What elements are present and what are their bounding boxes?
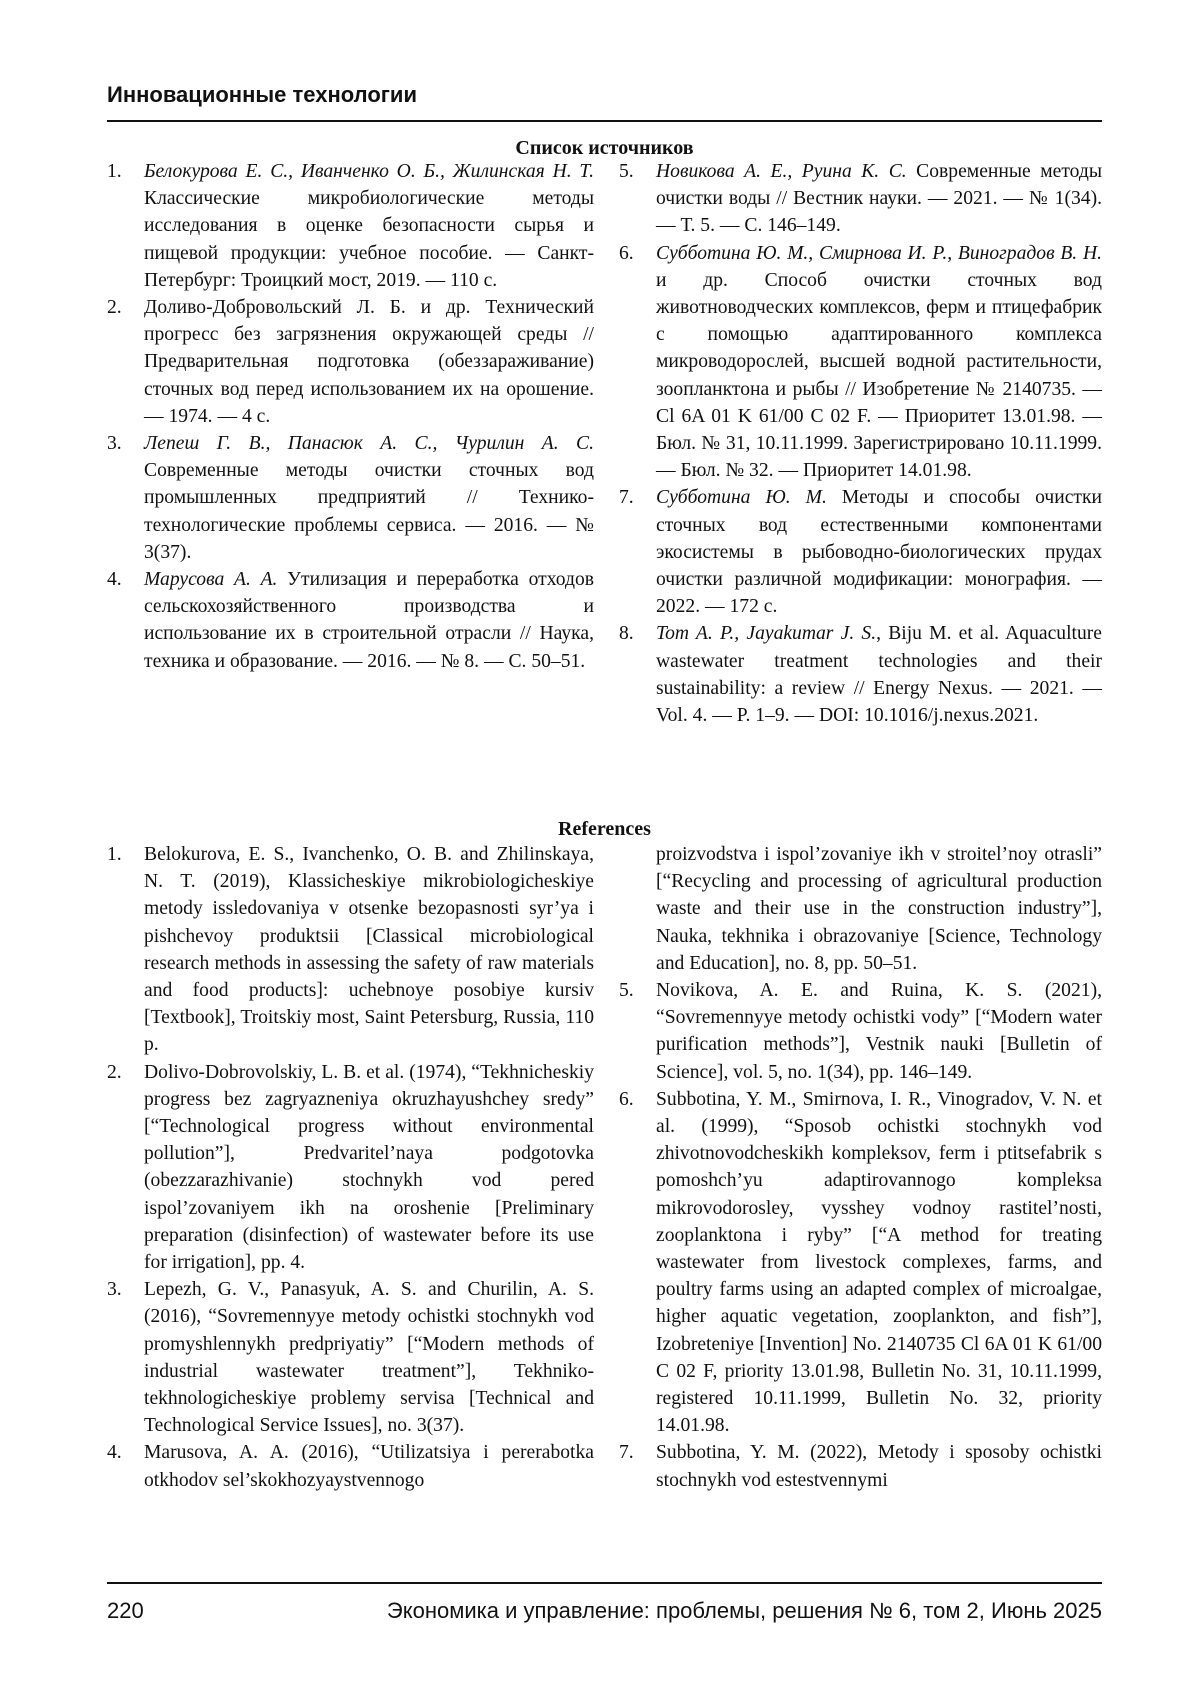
page [107,0,1102,1698]
sources-title: Список источников [515,137,694,159]
references-title: References [558,818,651,840]
reference-item: 3. Lepezh, G. V., Panasyuk, A. S. and Churilin, A. S. (2016), “Sovremennyye metody ochistki stochnykh vod promyshlennykh predpriyatiy” [“Modern methods of industrial wastewater treatment”], Tekhniko-tekhnologicheskiye problemy servisa [Technical and Technological Service Issues], no. 3(37). [107,1279,594,1437]
references-right-column [619,841,1102,1494]
reference-item-continued: proizvodstva i ispol’zovaniye ikh v stroitel’noy otrasli” [“Recycling and processing of agricultural production waste and their use in the construction industry”], Nauka, tekhnika i obrazovaniye [Science, Technology and Education], no. 8, pp. 50–51. [656,844,1102,974]
source-item: 6. Субботина Ю. М., Смирнова И. Р., Виноградов В. Н. и др. Способ очистки сточных вод животноводческих комплексов, ферм и птицефабрик с помощью адаптированного комплекса микроводорослей, высшей водной растительности, зоопланктона и рыбы // Изобретение № 2140735. — Cl 6A 01 K 61/00 C 02 F. — Приоритет 13.01.98. — Бюл. № 31, 10.11.1999. Зарегистрировано 10.11.1999. — Бюл. № 32. — Приоритет 14.01.98. [619,242,1102,482]
source-item: 1. Белокурова Е. С., Иванченко О. Б., Жилинская Н. Т. Классические микробиологические методы исследования в оценке безопасности сырья и пищевой продукции: учебное пособие. — Санкт-Петербург: Троицкий мост, 2019. — 110 с. [107,161,594,291]
header-divider [107,120,1102,122]
page-number: 220 [107,1598,144,1623]
footer-divider [107,1582,1102,1584]
source-item: 7. Субботина Ю. М. Методы и способы очистки сточных вод естественными компонентами экосистемы в рыбоводно-биологических прудах очистки различной модификации: монография. — 2022. — 172 с. [619,487,1102,618]
source-item: 8. Tom A. P., Jayakumar J. S., Biju M. et al. Aquaculture wastewater treatment technologies and their sustainability: a review // Energy Nexus. — 2021. — Vol. 4. — P. 1–9. — DOI: 10.1016/j.nexus.2021. [619,623,1102,727]
source-item: 2. Доливо-Добровольский Л. Б. и др. Технический прогресс без загрязнения окружающей среды // Предварительная подготовка (обеззараживание) сточных вод перед использованием их на орошение. — 1974. — 4 с. [107,297,594,427]
source-item: 5. Новикова А. Е., Руина К. С. Современные методы очистки воды // Вестник науки. — 2021. — № 1(34). — Т. 5. — С. 146–149. [619,161,1102,237]
section-header: Инновационные технологии [107,82,417,107]
references-left-column [107,841,594,1494]
reference-item: 7. Subbotina, Y. M. (2022), Metody i sposoby ochistki stochnykh vod estestvennymi [619,1442,1102,1491]
reference-item: 4. Marusova, A. A. (2016), “Utilizatsiya i pererabotka otkhodov sel’skokhozyaystvennogo [107,1442,594,1491]
source-item: 4. Марусова А. А. Утилизация и переработка отходов сельскохозяйственного производства и использование их в строительной отрасли // Наука, техника и образование. — 2016. — № 8. — С. 50–51. [107,569,594,672]
sources-left-column [107,158,594,675]
source-item: 3. Лепеш Г. В., Панасюк А. С., Чурилин А. С. Современные методы очистки сточных вод промышленных предприятий // Технико-технологические проблемы сервиса. — 2016. — № 3(37). [107,433,594,563]
reference-item: 2. Dolivo-Dobrovolskiy, L. B. et al. (1974), “Tekhnicheskiy progress bez zagryazneniya okruzhayushchey sredy” [“Technological progress without environmental pollution”], Predvaritel’naya podgotovka (obezzarazhivanie) stochnykh vod pered ispol’zovaniyem ikh na oroshenie [Preliminary preparation (disinfection) of wastewater before its use for irrigation], pp. 4. [107,1061,594,1274]
sources-right-column [619,158,1102,729]
reference-item: 6. Subbotina, Y. M., Smirnova, I. R., Vinogradov, V. N. et al. (1999), “Sposob ochistki stochnykh vod zhivotnovodcheskikh kompleksov, ferm i ptitsefabrik s pomoshch’yu adaptirovannogo kompleksa mikrovodorosley, vysshey vodnoy rastitel’nosti, zooplanktona i ryby” [“A method for treating wastewater from livestock complexes, farms, and poultry farms using an adapted complex of microalgae, higher aquatic vegetation, zooplankton, and fish”], Izobreteniye [Invention] No. 2140735 Cl 6A 01 K 61/00 C 02 F, priority 13.01.98, Bulletin No. 31, 10.11.1999, registered 10.11.1999, Bulletin No. 32, priority 14.01.98. [619,1088,1102,1437]
reference-item: 5. Novikova, A. E. and Ruina, K. S. (2021), “Sovremennyye metody ochistki vody” [“Modern water purification methods”], Vestnik nauki [Bulletin of Science], vol. 5, no. 1(34), pp. 146–149. [619,980,1102,1083]
reference-item: 1. Belokurova, E. S., Ivanchenko, O. B. and Zhilinskaya, N. T. (2019), Klassicheskiye mikrobiologicheskiye metody issledovaniya v otsenke bezopasnosti syr’ya i pishchevoy produktsii [Classical microbiological research methods in assessing the safety of raw materials and food products]: uchebnoye posobiye kursiv [Textbook], Troitskiy most, Saint Petersburg, Russia, 110 p. [107,844,594,1056]
journal-title: Экономика и управление: проблемы, решения № 6, том 2, Июнь 2025 [386,1598,1102,1623]
